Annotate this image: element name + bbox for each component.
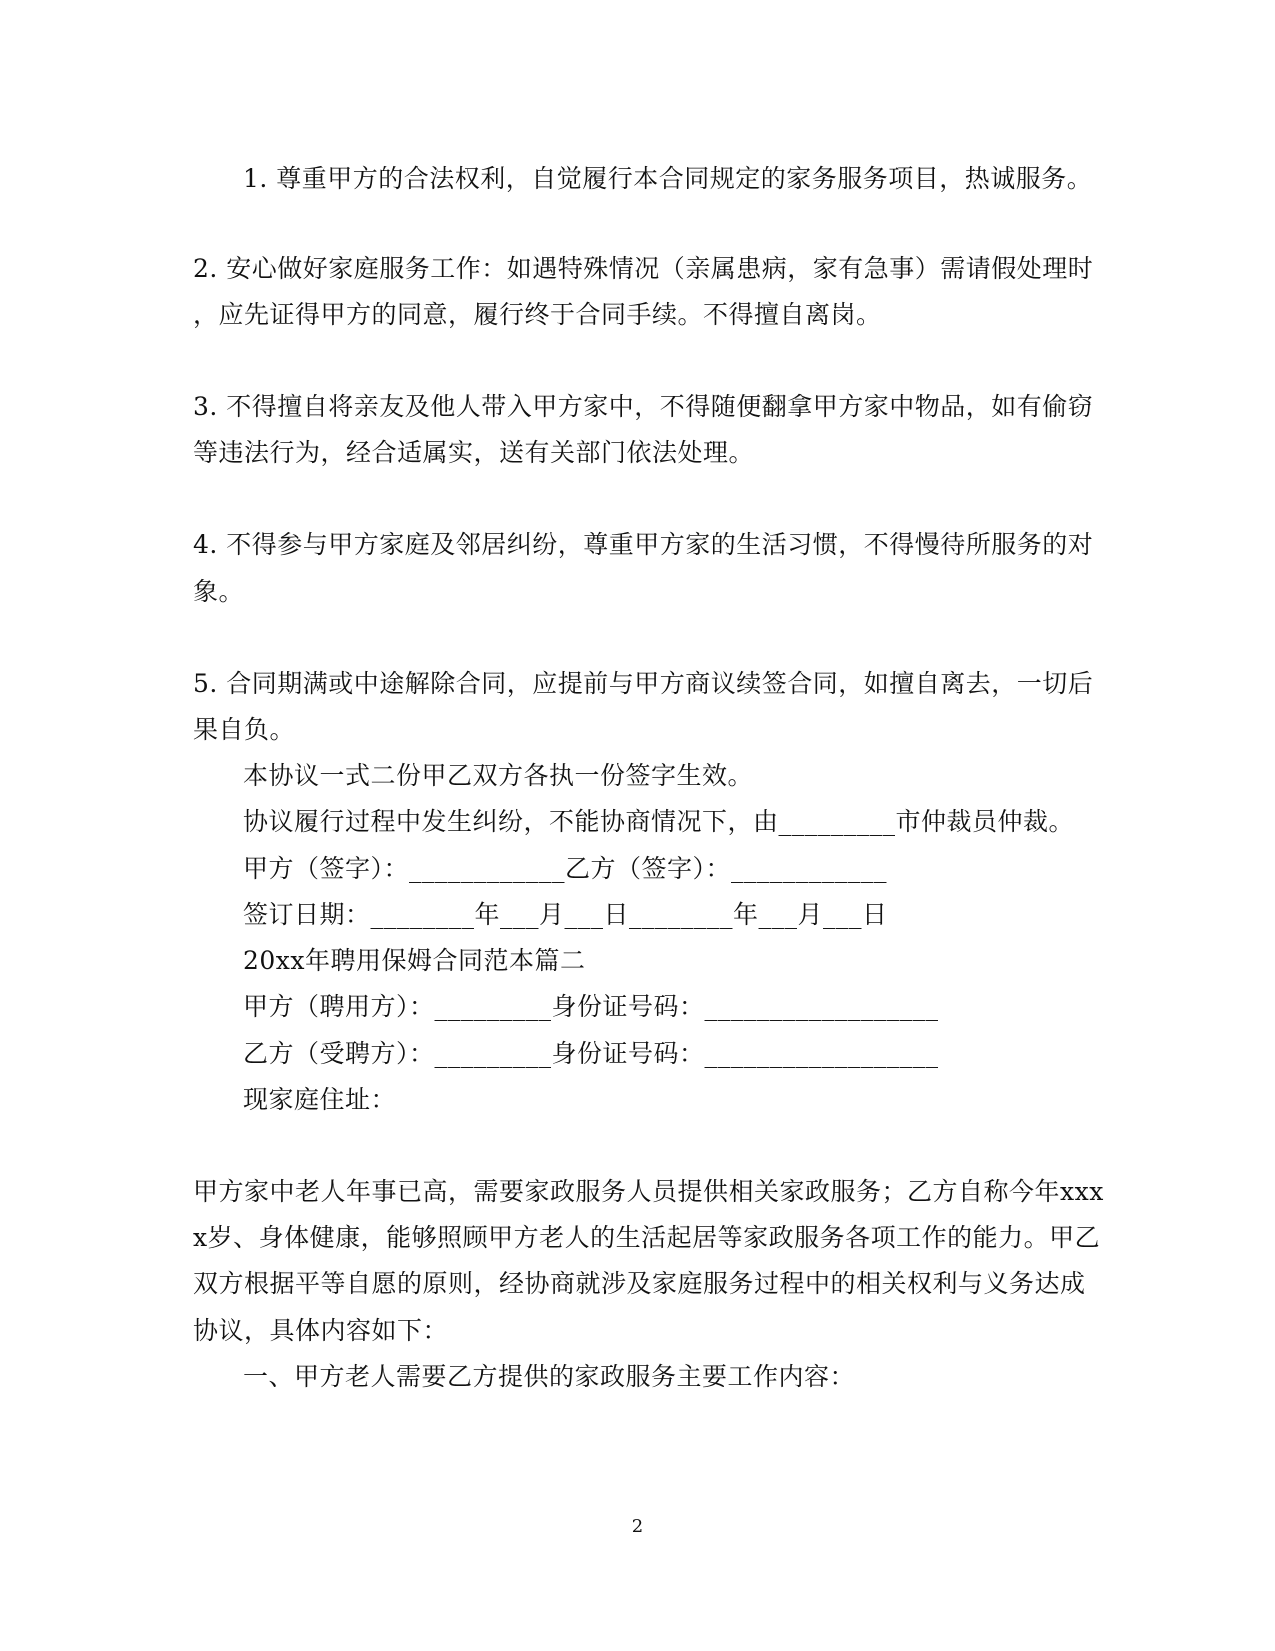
clause-1: 1. 尊重甲方的合法权利，自觉履行本合同规定的家务服务项目，热诚服务。 — [243, 164, 1093, 193]
intro-line-3: 双方根据平等自愿的原则，经协商就涉及家庭服务过程中的相关权利与义务达成 — [193, 1269, 1086, 1298]
clause-5-line-2: 果自负。 — [193, 715, 296, 744]
intro-line-2: x岁、身体健康，能够照顾甲方老人的生活起居等家政服务各项工作的能力。甲乙 — [193, 1223, 1101, 1252]
clause-2-line-2: ，应先证得甲方的同意，履行终于合同手续。不得擅自离岗。 — [193, 300, 882, 329]
agreement-copies: 本协议一式二份甲乙双方各执一份签字生效。 — [243, 761, 754, 790]
party-a-line: 甲方（聘用方）：_________身份证号码：__________________ — [243, 992, 939, 1021]
sign-date-line: 签订日期：________年___月___日________年___月___日 — [243, 900, 888, 929]
clause-4-line-1: 4. 不得参与甲方家庭及邻居纠纷，尊重甲方家的生活习惯，不得慢待所服务的对 — [193, 530, 1094, 559]
intro-line-1: 甲方家中老人年事已高，需要家政服务人员提供相关家政服务；乙方自称今年xxx — [193, 1177, 1104, 1206]
section-heading: 20xx年聘用保姆合同范本篇二 — [243, 946, 586, 975]
clause-2-line-1: 2. 安心做好家庭服务工作：如遇特殊情况（亲属患病，家有急事）需请假处理时 — [193, 254, 1094, 283]
intro-line-4: 协议，具体内容如下： — [193, 1316, 449, 1345]
clause-3-line-2: 等违法行为，经合适属实，送有关部门依法处理。 — [193, 438, 755, 467]
section-one-heading: 一、甲方老人需要乙方提供的家政服务主要工作内容： — [243, 1362, 856, 1391]
party-b-line: 乙方（受聘方）：_________身份证号码：__________________ — [243, 1039, 939, 1068]
dispute-arbitration: 协议履行过程中发生纠纷，不能协商情况下，由_________市仲裁员仲裁。 — [243, 807, 1075, 836]
clause-4-line-2: 象。 — [193, 577, 245, 606]
page-number: 2 — [631, 1516, 644, 1537]
clause-3-line-1: 3. 不得擅自将亲友及他人带入甲方家中，不得随便翻拿甲方家中物品，如有偷窃 — [193, 392, 1094, 421]
clause-5-line-1: 5. 合同期满或中途解除合同，应提前与甲方商议续签合同，如擅自离去，一切后 — [193, 669, 1094, 698]
home-address-line: 现家庭住址： — [243, 1085, 397, 1114]
signature-line: 甲方（签字）：____________乙方（签字）：____________ — [243, 854, 888, 883]
